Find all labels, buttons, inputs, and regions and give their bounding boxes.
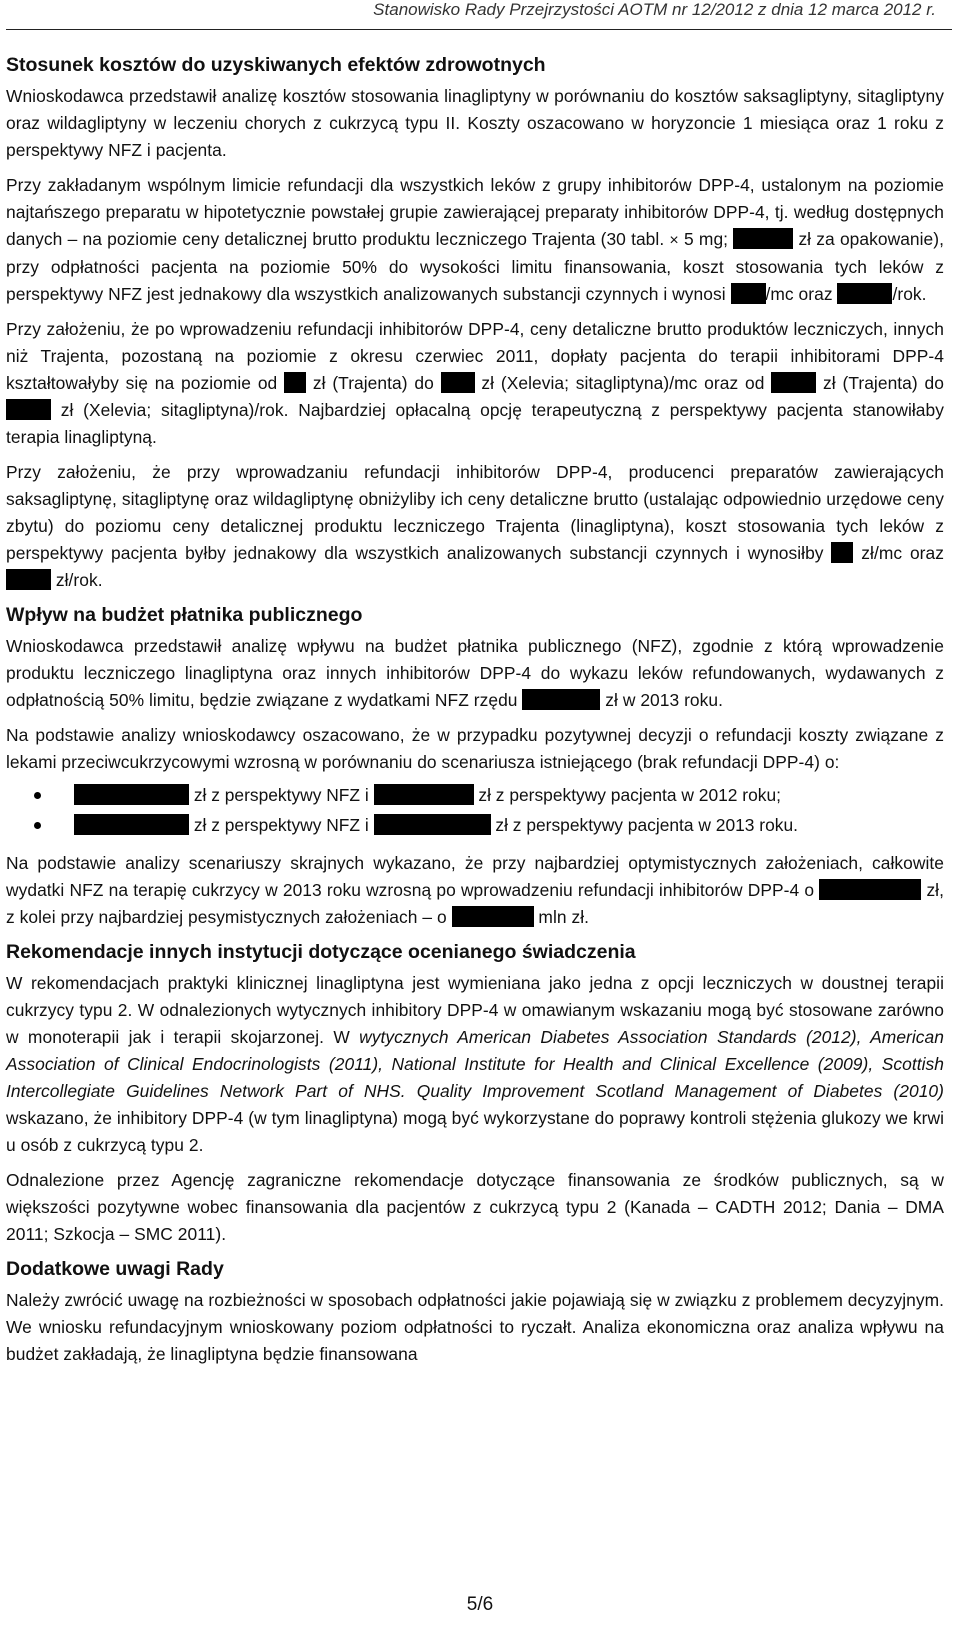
text: zł (Xelevia; sitagliptyna)/rok. Najbardziej opłacalną opcję terapeutyczną z perspektywy pacjenta stanowiłaby terapia linagliptyną. — [6, 400, 944, 447]
text: zł/rok. — [51, 570, 103, 590]
text: mln zł. — [533, 907, 590, 927]
text: /rok. — [892, 284, 927, 304]
section-heading-remarks: Dodatkowe uwagi Rady — [6, 1258, 224, 1280]
text: zł (Trajenta) do — [306, 373, 441, 393]
redaction-block — [284, 372, 306, 393]
text: zł (Xelevia; sitagliptyna)/mc oraz od — [474, 373, 772, 393]
text: 5 mg; — [678, 229, 734, 249]
text: Na podstawie analizy scenariuszy skrajnych wykazano, że przy najbardziej optymistycznych założeniach, całkowite wydatki NFZ na terapię cukrzycy w 2013 roku wzrosną po wprowadzeniu refundacji inhibitorów DPP-4 o — [6, 853, 944, 900]
text: zł z perspektywy NFZ i — [189, 815, 374, 835]
redaction-block — [452, 906, 534, 927]
text: zł za opakowanie), przy odpłatności pacjenta na poziomie 50% do wysokości limitu finansowania, koszt stosowania tych leków z perspektywy NFZ jest jednakowy dla wszystkich analizowanych substancji czynnych i wynosi — [6, 229, 944, 304]
text: zł, z kolei przy najbardziej pesymistycznych założeniach – o — [6, 880, 944, 927]
redaction-block — [731, 283, 766, 304]
redaction-block — [771, 372, 816, 393]
redaction-block — [733, 228, 793, 249]
redaction-block — [74, 814, 189, 835]
text: zł/mc oraz — [853, 543, 944, 563]
paragraph: Należy zwrócić uwagę na rozbieżności w sposobach odpłatności jakie pojawiają się w związku z problemem decyzyjnym. We wniosku refundacyjnym wnioskowany poziom odpłatności to ryczałt. Analiza ekonomiczna oraz analiza wpływu na budżet zakładają, że linagliptyna będzie finansowana — [6, 1290, 944, 1364]
section-heading-budget: Wpływ na budżet płatnika publicznego — [6, 604, 363, 626]
text: zł z perspektywy NFZ i — [189, 785, 374, 805]
text: zł (Trajenta) do — [816, 373, 944, 393]
paragraph: Na podstawie analizy wnioskodawcy oszacowano, że w przypadku pozytywnej decyzji o refundacji koszty związane z lekami przeciwcukrzycowymi wzrosną w porównaniu do scenariusza istniejącego (brak refundacji DPP-4) o: — [6, 725, 944, 772]
paragraph — [6, 850, 944, 931]
paragraph — [6, 970, 944, 1159]
running-header: Stanowisko Rady Przejrzystości AOTM nr 12/2012 z dnia 12 marca 2012 r. — [373, 0, 936, 19]
multiply-sign: × — [669, 232, 679, 249]
text: Przy zakładanym wspólnym limicie refundacji dla wszystkich leków z grupy inhibitorów DPP-4, ustalonym na poziomie najtańszego preparatu w hipotetycznie powstałej grupie zawierającej preparaty inhibitorów DPP-4, tj. według dostępnych danych – na poziomie ceny detalicznej brutto produktu leczniczego Trajenta (30 tabl. — [6, 175, 944, 249]
redaction-block — [831, 542, 853, 563]
redaction-block — [6, 569, 51, 590]
paragraph — [6, 316, 944, 451]
list-item — [6, 810, 944, 840]
paragraph: Odnalezione przez Agencję zagraniczne rekomendacje dotyczące finansowania ze środków publicznych, są w większości pozytywne wobec finansowania dla pacjentów z cukrzycą typu 2 (Kanada – CADTH 2012; Dania – DMA 2011; Szkocja – SMC 2011). — [6, 1170, 944, 1244]
text: W rekomendacjach praktyki klinicznej linagliptyna jest wymieniana jako jedna z opcji leczniczych w doustnej terapii cukrzycy typu 2. W odnalezionych wytycznych inhibitory DPP-4 w omawianym wskazaniu mogą być stosowane zarówno w monoterapii jak i terapii skojarzonej. W — [6, 973, 944, 1047]
paragraph: Wnioskodawca przedstawił analizę kosztów stosowania linagliptyny w porównaniu do kosztów saksagliptyny, sitagliptyny oraz wildagliptyny w leczeniu chorych z cukrzycą typu II. Koszty oszacowano w horyzoncie 1 miesiąca oraz 1 roku z perspektywy NFZ i pacjenta. — [6, 86, 944, 160]
cost-increase-list — [6, 780, 944, 840]
bullet-icon — [34, 792, 41, 799]
section-heading-recommendations: Rekomendacje innych instytucji dotyczące ocenianego świadczenia — [6, 941, 636, 963]
redaction-block — [441, 372, 475, 393]
text: wskazano, że inhibitory DPP-4 (w tym linagliptyna) mogą być wykorzystane do poprawy kontroli stężenia glukozy we krwi u osób z cukrzycą typu 2. — [6, 1108, 944, 1155]
text: Przy założeniu, że przy wprowadzaniu refundacji inhibitorów DPP-4, producenci preparatów zawierających saksagliptynę, sitagliptynę oraz wildagliptynę obniżyliby ich ceny detaliczne brutto (ustalając odpowiednio urzędowe ceny zbytu) do poziomu ceny detalicznej produktu leczniczego Trajenta (linagliptyna), koszt stosowania tych leków z perspektywy pacjenta byłby jednakowy dla wszystkich analizowanych substancji czynnych i wynosiłby — [6, 462, 944, 563]
redaction-block — [819, 879, 921, 900]
text: zł z perspektywy pacjenta w 2013 roku. — [490, 815, 798, 835]
guidelines-citation: wytycznych American Diabetes Association Standards (2012), American Association of Clinical Endocrinologists (2011), National Institute for Health and Clinical Excellence (2009), Scottish Intercollegiate Guidelines Network Part of NHS. Quality Improvement Scotland Management of Diabetes (2010) — [6, 1027, 944, 1101]
paragraph — [6, 633, 944, 714]
list-item — [6, 780, 944, 810]
text: Wnioskodawca przedstawił analizę wpływu na budżet płatnika publicznego (NFZ), zgodnie z którą wprowadzenie produktu leczniczego linagliptyna oraz innych inhibitorów DPP-4 do wykazu leków refundowanych, wydawanych z odpłatnością 50% limitu, będzie związane z wydatkami NFZ rzędu — [6, 636, 944, 710]
redaction-block — [74, 784, 189, 805]
text: /mc oraz — [765, 284, 838, 304]
bullet-icon — [34, 822, 41, 829]
page-number: 5/6 — [466, 1594, 494, 1615]
paragraph — [6, 172, 944, 308]
redaction-block — [522, 689, 600, 710]
section-heading-costs: Stosunek kosztów do uzyskiwanych efektów zdrowotnych — [6, 54, 546, 76]
document-body — [6, 52, 944, 1376]
redaction-block — [6, 399, 51, 420]
redaction-block — [374, 814, 491, 835]
redaction-block — [837, 283, 892, 304]
text: Przy założeniu, że po wprowadzeniu refundacji inhibitorów DPP-4, ceny detaliczne brutto produktów leczniczych, innych niż Trajenta, pozostaną na poziomie z okresu czerwiec 2011, dopłaty pacjenta do terapii inhibitorami DPP-4 kształtowałyby się na poziomie od — [6, 319, 944, 393]
redaction-block — [374, 784, 474, 805]
paragraph — [6, 459, 944, 594]
text: zł w 2013 roku. — [600, 690, 723, 710]
header-divider — [6, 29, 952, 30]
text: zł z perspektywy pacjenta w 2012 roku; — [473, 785, 781, 805]
